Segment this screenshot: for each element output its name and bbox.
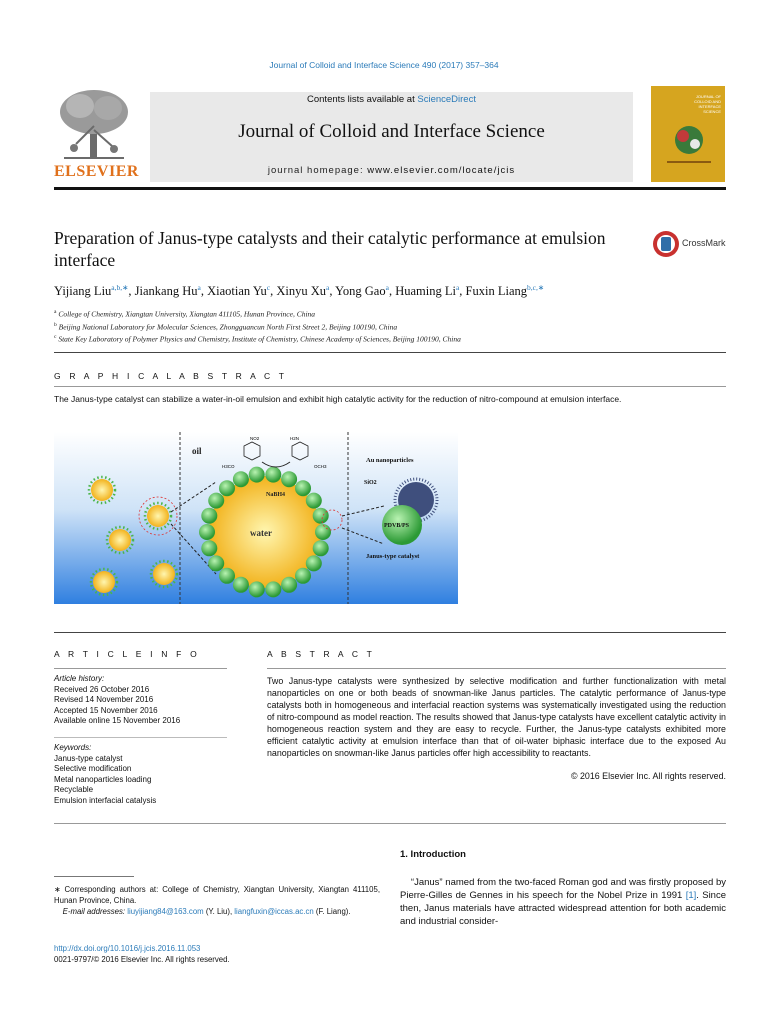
- janus-catalyst-caption: Janus-type catalyst: [366, 553, 420, 560]
- oil-label: oil: [192, 446, 202, 456]
- crossmark-label: CrossMark: [682, 238, 726, 248]
- history-label: Article history:: [54, 674, 105, 683]
- graphical-abstract-heading: G R A P H I C A L A B S T R A C T: [54, 371, 288, 381]
- crossmark-badge[interactable]: [652, 229, 728, 259]
- introduction-text: “Janus” named from the two-faced Roman god and was firstly proposed by Pierre-Gilles de Gennes in his speech for the Nobel Prize in 1991 [1]. Since then, Janus materials have attracted widespread attention for both academic and industrial consider-: [400, 877, 727, 927]
- janus-particle-bead: [295, 568, 311, 584]
- author[interactable]: Xinyu Xu$^a$: [276, 283, 330, 299]
- reducing-agent-label: NaBH4: [266, 492, 286, 498]
- graphical-abstract-text: The Janus-type catalyst can stabilize a water-in-oil emulsion and exhibit high catalytic activity for the reduction of nitro-compound at emulsion interface.: [54, 394, 622, 404]
- janus-particle-bead: [208, 493, 224, 509]
- janus-particle-bead: [313, 508, 329, 524]
- janus-particle-bead: [208, 555, 224, 571]
- section-underline: [267, 668, 726, 669]
- water-label: water: [250, 528, 272, 538]
- pdvb-ps-label: PDVB/PS: [384, 523, 410, 529]
- svg-text:OCH3: OCH3: [314, 464, 327, 469]
- doi-link[interactable]: http://dx.doi.org/10.1016/j.jcis.2016.11.053: [54, 944, 201, 953]
- janus-particle-bead: [306, 555, 322, 571]
- cover-title: JOURNAL OF COLLOID AND INTERFACE SCIENCE: [694, 94, 721, 114]
- publisher-name: ELSEVIER: [54, 163, 139, 180]
- svg-text:NO2: NO2: [250, 436, 260, 441]
- sciencedirect-link[interactable]: ScienceDirect: [417, 94, 476, 105]
- info-divider: [54, 737, 227, 738]
- section-divider: [54, 823, 726, 824]
- janus-particle-bead: [295, 480, 311, 496]
- janus-particle-bead: [265, 467, 281, 483]
- section-underline: [54, 386, 726, 387]
- doi-block: [54, 943, 230, 965]
- keyword-item[interactable]: Janus-type catalyst: [54, 753, 123, 763]
- author[interactable]: Huaming Li$^a$: [395, 283, 460, 299]
- homepage-prefix: journal homepage:: [267, 165, 368, 176]
- janus-particle-bead: [219, 480, 235, 496]
- history-item: Accepted 15 November 2016: [54, 705, 158, 715]
- journal-title: Journal of Colloid and Interface Science: [238, 121, 545, 142]
- janus-particle-bead: [249, 467, 265, 483]
- article-history: [54, 674, 227, 727]
- corresponding-author-footnote: ∗ Corresponding authors at: College of Chemistry, Xiangtan University, Xiangtan 411105, Hunan Province, China. E-mail addresses: liuyijiang84@163.com (Y. Liu), liangfuxin@iccas.ac.cn (F. Liang).: [54, 885, 380, 916]
- keyword-item[interactable]: Recyclable: [54, 785, 94, 794]
- email-link[interactable]: liangfuxin@iccas.ac.cn: [234, 907, 314, 916]
- janus-particle-bead: [201, 540, 217, 556]
- footnote-rule: [54, 876, 134, 877]
- janus-particle-bead: [219, 568, 235, 584]
- contents-line: [150, 94, 633, 105]
- history-item: Available online 15 November 2016: [54, 716, 181, 725]
- janus-particle-bead: [281, 471, 297, 487]
- svg-text:H2N: H2N: [290, 436, 300, 441]
- keyword-item[interactable]: Metal nanoparticles loading: [54, 774, 152, 784]
- janus-particle-bead: [201, 508, 217, 524]
- janus-particle-bead: [199, 524, 215, 540]
- abstract-copyright: © 2016 Elsevier Inc. All rights reserved.: [570, 771, 726, 781]
- affiliation-item: $^c$ State Key Laboratory of Polymer Physics and Chemistry, Institute of Chemistry, Chinese Academy of Sciences, Beijing 100190, China: [54, 334, 461, 344]
- journal-citation[interactable]: Journal of Colloid and Interface Science 490 (2017) 357–364: [269, 60, 499, 70]
- affiliation-item: $^b$ Beijing National Laboratory for Molecular Sciences, Zhongguancun North First Street 2, Beijing 100190, China: [54, 321, 398, 331]
- journal-cover-thumbnail[interactable]: [651, 86, 725, 182]
- keyword-item[interactable]: Emulsion interfacial catalysis: [54, 795, 157, 805]
- history-item: Received 26 October 2016: [54, 684, 150, 694]
- header-rule: [54, 187, 726, 190]
- svg-text:H3CO: H3CO: [222, 464, 235, 469]
- author[interactable]: Yijiang Liu$^{a,b,∗}$: [54, 283, 129, 299]
- reference-link[interactable]: [1]: [685, 890, 697, 901]
- au-nanoparticles-label: Au nanoparticles: [366, 457, 414, 464]
- keywords-label: Keywords:: [54, 743, 92, 752]
- janus-particle-bead: [315, 524, 331, 540]
- section-divider: [54, 352, 726, 353]
- issn-line: 0021-9797/© 2016 Elsevier Inc. All rights reserved.: [54, 955, 230, 964]
- cover-art: [661, 116, 717, 168]
- section-divider: [54, 632, 726, 633]
- author[interactable]: Xiaotian Yu$^c$: [207, 283, 271, 299]
- affiliations: [54, 307, 734, 345]
- author[interactable]: Yong Gao$^a$: [335, 283, 389, 299]
- introduction-heading: 1. Introduction: [400, 849, 466, 860]
- graphical-abstract-figure[interactable]: [54, 432, 458, 604]
- janus-particle-bead: [313, 540, 329, 556]
- janus-particle-bead: [249, 581, 265, 597]
- janus-particle-bead: [281, 577, 297, 593]
- author[interactable]: Fuxin Liang$^{b,c,∗}$: [465, 283, 545, 299]
- author[interactable]: Jiankang Hu$^a$: [134, 283, 201, 299]
- author-list: Yijiang Liu$^{a,b,∗}$, Jiankang Hu$^a$, Xiaotian Yu$^c$, Xinyu Xu$^a$, Yong Gao$^a$, Huaming Li$^a$, Fuxin Liang$^{b,c,∗}$: [54, 283, 545, 299]
- email-link[interactable]: liuyijiang84@163.com: [127, 907, 204, 916]
- janus-particle-bead: [233, 471, 249, 487]
- abstract-heading: A B S T R A C T: [267, 649, 376, 659]
- homepage-link[interactable]: www.elsevier.com/locate/jcis: [367, 165, 516, 176]
- section-underline: [54, 668, 227, 669]
- keywords: [54, 743, 227, 806]
- abstract-text: Two Janus-type catalysts were synthesized by selective modification and further functionalization with metal nanoparticles on one or both beads of snowman-like Janus particles. The catalytic performance of Janus-type catalysts both in homogeneous and interfacial reaction systems was systematically investigated using the reduction of nitro-compound as model reaction. The results showed that Janus-type catalysts have excellent catalytic activity in homogeneous reaction system and they are easy to recycle. Further, the Janus-type catalysts exhibited more efficient catalytic activity at emulsion interface than that of oil-water biphasic interface due to the exposed Au nanoparticles on snowman-like Janus particles offer high accessibility to reactants.: [267, 676, 726, 758]
- article-info-heading: A R T I C L E I N F O: [54, 649, 200, 659]
- contents-prefix: Contents lists available at: [307, 94, 418, 105]
- crossmark-icon: [652, 229, 680, 259]
- affiliation-item: $^a$ College of Chemistry, Xiangtan University, Xiangtan 411105, Hunan Province, China: [54, 309, 316, 319]
- sio2-label: SiO2: [364, 480, 377, 486]
- history-item: Revised 14 November 2016: [54, 695, 154, 704]
- janus-particle-bead: [306, 493, 322, 509]
- janus-particle-bead: [265, 581, 281, 597]
- article-title: Preparation of Janus-type catalysts and their catalytic performance at emulsion interface: [54, 228, 606, 270]
- keyword-item[interactable]: Selective modification: [54, 764, 132, 773]
- journal-homepage: [150, 165, 633, 176]
- janus-particle-bead: [233, 577, 249, 593]
